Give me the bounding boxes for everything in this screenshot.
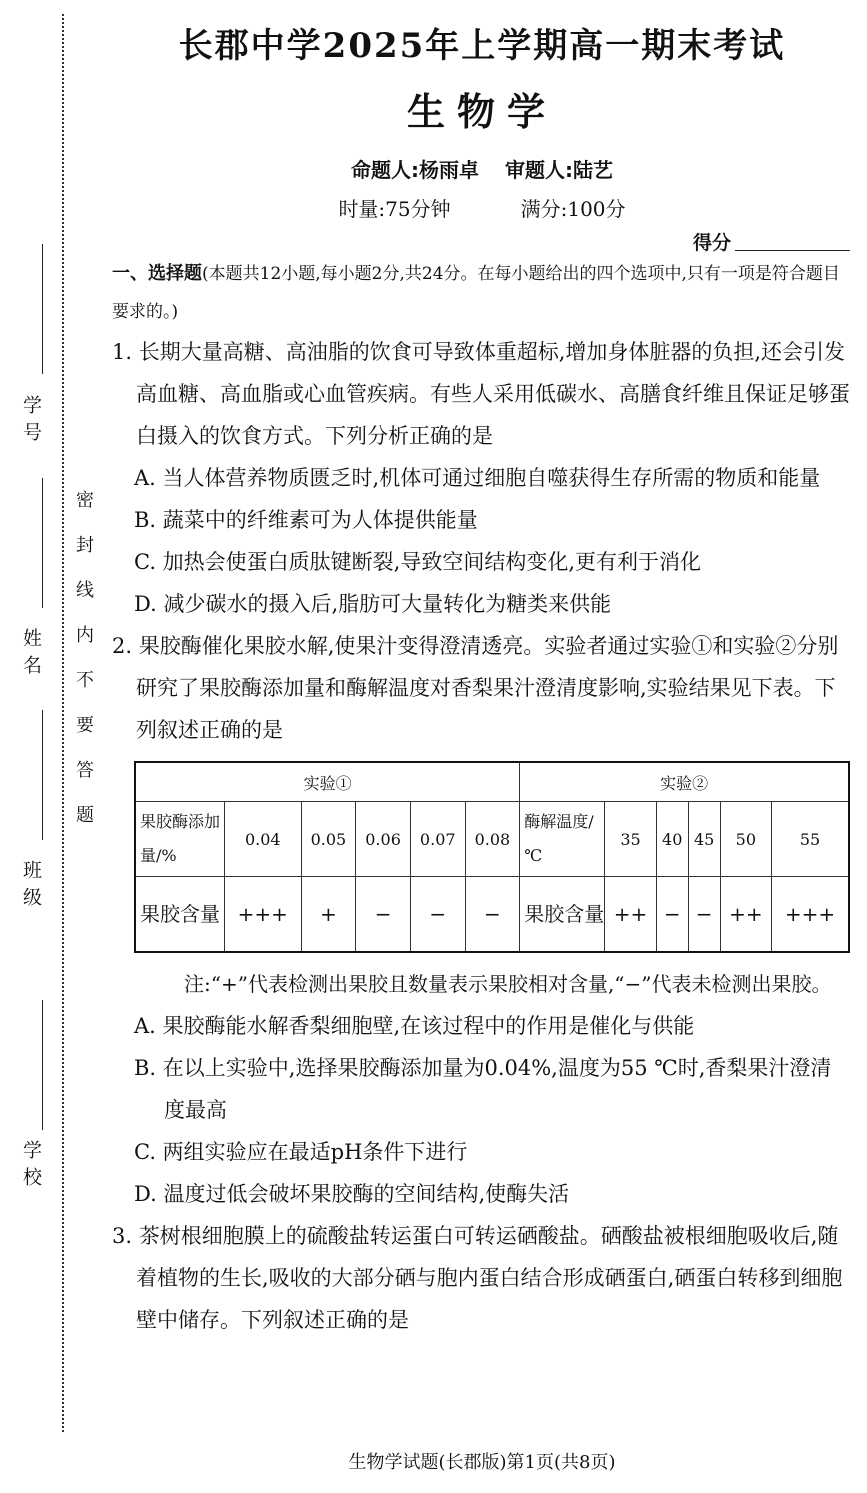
table-cell: 0.06 bbox=[356, 802, 411, 877]
question-3-stem: 3. 茶树根细胞膜上的硫酸盐转运蛋白可转运硒酸盐。硒酸盐被根细胞吸收后,随着植物的生长,吸收的大部分硒与胞内蛋白结合形成硒蛋白,硒蛋白转移到细胞壁中储存。下列叙述正确的是 bbox=[112, 1224, 843, 1332]
exp2-header: 实验② bbox=[520, 762, 849, 802]
name-blank[interactable] bbox=[42, 478, 43, 608]
enzyme-amount-label: 果胶酶添加量/% bbox=[135, 802, 225, 877]
pectin-content-label: 果胶含量 bbox=[520, 877, 605, 953]
student-id-label: 学号 bbox=[20, 395, 42, 449]
authors-line bbox=[112, 154, 852, 183]
q2-option-c[interactable]: C. 两组实验应在最适pH条件下进行 bbox=[134, 1140, 468, 1164]
page-footer: 生物学试题(长郡版)第1页(共8页) bbox=[348, 1452, 616, 1473]
subject-title: 生物学 bbox=[406, 89, 557, 134]
table-cell: 0.05 bbox=[301, 802, 356, 877]
table-cell: 0.07 bbox=[410, 802, 465, 877]
table-cell: 55 bbox=[772, 802, 849, 877]
table-cell: +++ bbox=[772, 877, 849, 953]
table-note: 注:“+”代表检测出果胶且数量表示果胶相对含量,“−”代表未检测出果胶。 bbox=[184, 972, 832, 996]
duration: 时量:75分钟 bbox=[338, 197, 451, 221]
table-cell: 0.04 bbox=[225, 802, 302, 877]
score-field bbox=[112, 228, 852, 255]
q1-option-b[interactable]: B. 蔬菜中的纤维素可为人体提供能量 bbox=[134, 508, 478, 532]
time-line bbox=[112, 193, 852, 222]
table-cell: 35 bbox=[605, 802, 657, 877]
q1-option-a[interactable]: A. 当人体营养物质匮乏时,机体可通过细胞自噬获得生存所需的物质和能量 bbox=[134, 466, 821, 490]
table-cell: 0.08 bbox=[465, 802, 520, 877]
binding-margin bbox=[0, 0, 112, 1493]
score-blank[interactable] bbox=[735, 250, 850, 251]
section-title: 一、选择题 bbox=[112, 263, 202, 284]
table-cell: − bbox=[688, 877, 720, 953]
temperature-label: 酶解温度/℃ bbox=[520, 802, 605, 877]
exam-title: 长郡中学2025年上学期高一期末考试 bbox=[178, 26, 786, 66]
experiment-table bbox=[134, 761, 850, 953]
section-desc: (本题共12小题,每小题2分,共24分。在每小题给出的四个选项中,只有一项是符合题目要求的。) bbox=[112, 264, 840, 322]
school-label: 学校 bbox=[20, 1140, 42, 1194]
table-cell: − bbox=[465, 877, 520, 953]
table-cell: +++ bbox=[225, 877, 302, 953]
table-cell: 40 bbox=[656, 802, 688, 877]
section-heading bbox=[112, 255, 852, 331]
table-cell: − bbox=[356, 877, 411, 953]
school-blank[interactable] bbox=[42, 1000, 43, 1130]
q2-option-a[interactable]: A. 果胶酶能水解香梨细胞壁,在该过程中的作用是催化与供能 bbox=[134, 1014, 695, 1038]
question-1-stem: 1. 长期大量高糖、高油脂的饮食可导致体重超标,增加身体脏器的负担,还会引发高血糖、高血脂或心血管疾病。有些人采用低碳水、高膳食纤维且保证足够蛋白摄入的饮食方式。下列分析正确的是 bbox=[112, 340, 850, 448]
score-label: 得分 bbox=[692, 232, 731, 254]
table-cell: − bbox=[656, 877, 688, 953]
exam-page bbox=[112, 0, 852, 1341]
q1-option-d[interactable]: D. 减少碳水的摄入后,脂肪可大量转化为糖类来供能 bbox=[134, 592, 612, 616]
name-label: 姓名 bbox=[20, 628, 42, 682]
table-cell: 45 bbox=[688, 802, 720, 877]
table-cell: − bbox=[410, 877, 465, 953]
question-2-stem: 2. 果胶酶催化果胶水解,使果汁变得澄清透亮。实验者通过实验①和实验②分别研究了果胶酶添加量和酶解温度对香梨果汁澄清度影响,实验结果见下表。下列叙述正确的是 bbox=[112, 634, 839, 742]
author: 命题人:杨雨卓 bbox=[351, 158, 479, 182]
table-cell: 50 bbox=[720, 802, 772, 877]
seal-notice: 密封线内不要答题 bbox=[73, 490, 94, 850]
seal-dotted-line bbox=[62, 14, 64, 1432]
table-cell: + bbox=[301, 877, 356, 953]
table-cell: ++ bbox=[605, 877, 657, 953]
full-score: 满分:100分 bbox=[520, 197, 626, 221]
q2-option-b[interactable]: B. 在以上实验中,选择果胶酶添加量为0.04%,温度为55 ℃时,香梨果汁澄清度最高 bbox=[134, 1056, 832, 1122]
class-label: 班级 bbox=[20, 860, 42, 914]
q2-option-d[interactable]: D. 温度过低会破坏果胶酶的空间结构,使酶失活 bbox=[134, 1182, 570, 1206]
class-blank[interactable] bbox=[42, 710, 43, 840]
table-cell: ++ bbox=[720, 877, 772, 953]
q1-option-c[interactable]: C. 加热会使蛋白质肽键断裂,导致空间结构变化,更有利于消化 bbox=[134, 550, 702, 574]
student-id-blank[interactable] bbox=[42, 244, 43, 374]
reviewer: 审题人:陆艺 bbox=[505, 158, 613, 182]
exp1-header: 实验① bbox=[135, 762, 520, 802]
pectin-content-label: 果胶含量 bbox=[135, 877, 225, 953]
